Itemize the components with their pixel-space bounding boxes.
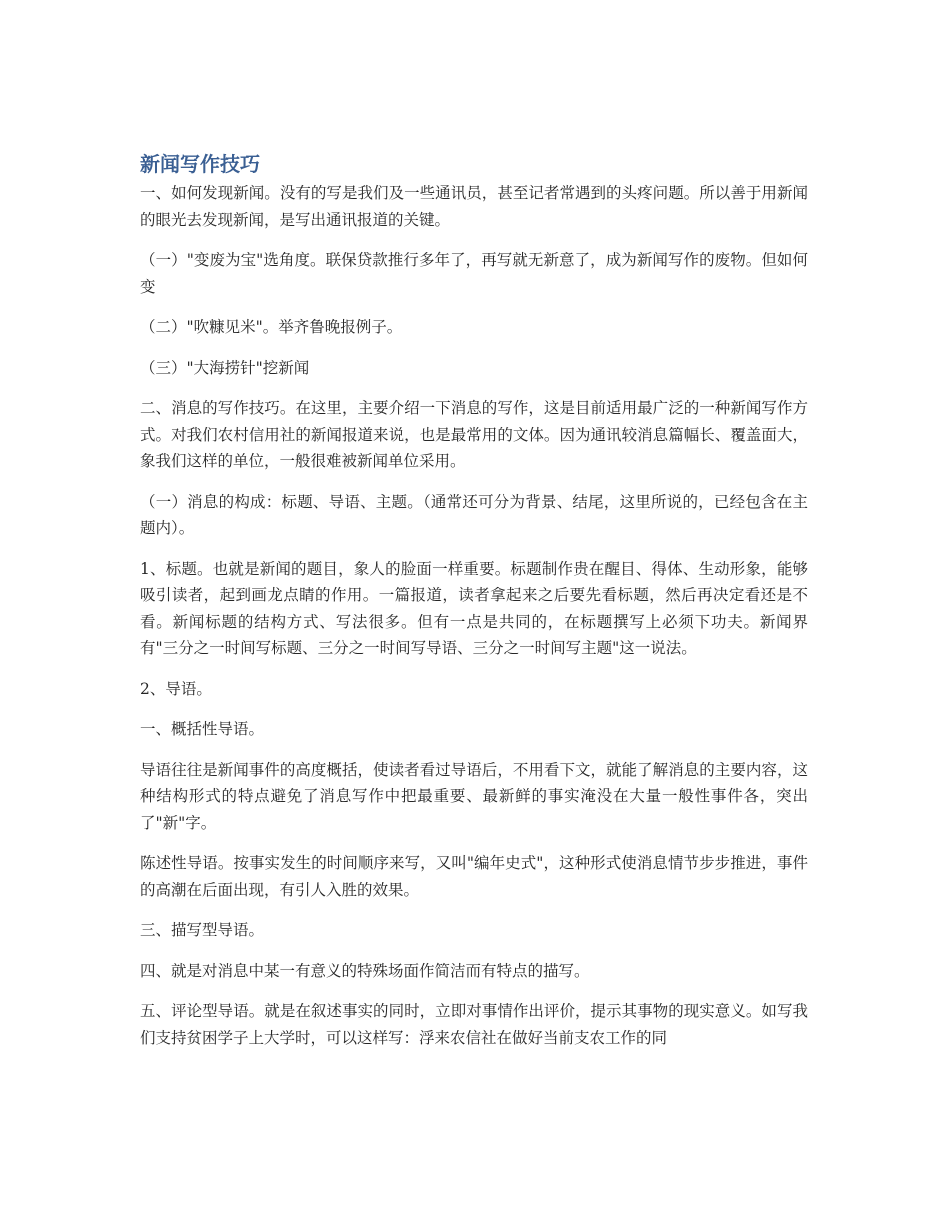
paragraph-summary-lead-body: 导语往往是新闻事件的高度概括，使读者看过导语后，不用看下文，就能了解消息的主要内容，这种结构形式的特点避免了消息写作中把最重要、最新鲜的事实淹没在大量一般性事件各，突出了"新"字。	[140, 760, 808, 832]
paragraph-lead-heading: 2、导语。	[140, 679, 212, 698]
paragraph-descriptive-lead: 三、描写型导语。	[140, 921, 265, 939]
paragraph-headline: 1、标题。也就是新闻的题目，象人的脸面一样重要。标题制作贵在醒目、得体、生动形象，能够吸引读者，起到画龙点睛的作用。一篇报道，读者拿起来之后要先看标题，然后再决定看还是不看。新闻标题的结构方式、写法很多。但有一点是共同的，在标题撰写上必须下功夫。新闻界有"三分之一时间写标题、三分之一时间写导语、三分之一时间写主题"这一说法。	[140, 559, 808, 657]
paragraph-narrative-lead: 陈述性导语。按事实发生的时间顺序来写，又叫"编年史式"，这种形式使消息情节步步推进，事件的高潮在后面出现，有引人入胜的效果。	[140, 854, 808, 899]
paragraph-immediate-results: （二）"吹糠见米"。举齐鲁晚报例子。	[140, 318, 403, 336]
document-title: 新闻写作技巧	[140, 152, 260, 176]
paragraph-finding-news: 一、如何发现新闻。没有的写是我们及一些通讯员，甚至记者常遇到的头疼问题。所以善于用新闻的眼光去发现新闻，是写出通讯报道的关键。	[140, 184, 808, 229]
document-body	[140, 150, 808, 1065]
paragraph-angle-selection: （一）"变废为宝"选角度。联保贷款推行多年了，再写就无新意了，成为新闻写作的废物。但如何变	[140, 251, 808, 296]
paragraph-commentary-lead: 五、评论型导语。就是在叙述事实的同时，立即对事情作出评价，提示其事物的现实意义。如写我们支持贫困学子上大学时，可以这样写：浮来农信社在做好当前支农工作的同	[140, 1002, 808, 1047]
paragraph-scene-description: 四、就是对消息中某一有意义的特殊场面作简洁而有特点的描写。	[140, 961, 590, 980]
paragraph-news-writing-skills: 二、消息的写作技巧。在这里，主要介绍一下消息的写作，这是目前适用最广泛的一种新闻写作方式。对我们农村信用社的新闻报道来说，也是最常用的文体。因为通讯较消息篇幅长、覆盖面大，象我们这样的单位，一般很难被新闻单位采用。	[140, 399, 808, 470]
paragraph-digging-news: （三）"大海捞针"挖新闻	[140, 358, 310, 377]
paragraph-summary-lead: 一、概括性导语。	[140, 720, 265, 738]
paragraph-news-structure: （一）消息的构成：标题、导语、主题。（通常还可分为背景、结尾，这里所说的，已经包含在主题内）。	[140, 492, 808, 537]
